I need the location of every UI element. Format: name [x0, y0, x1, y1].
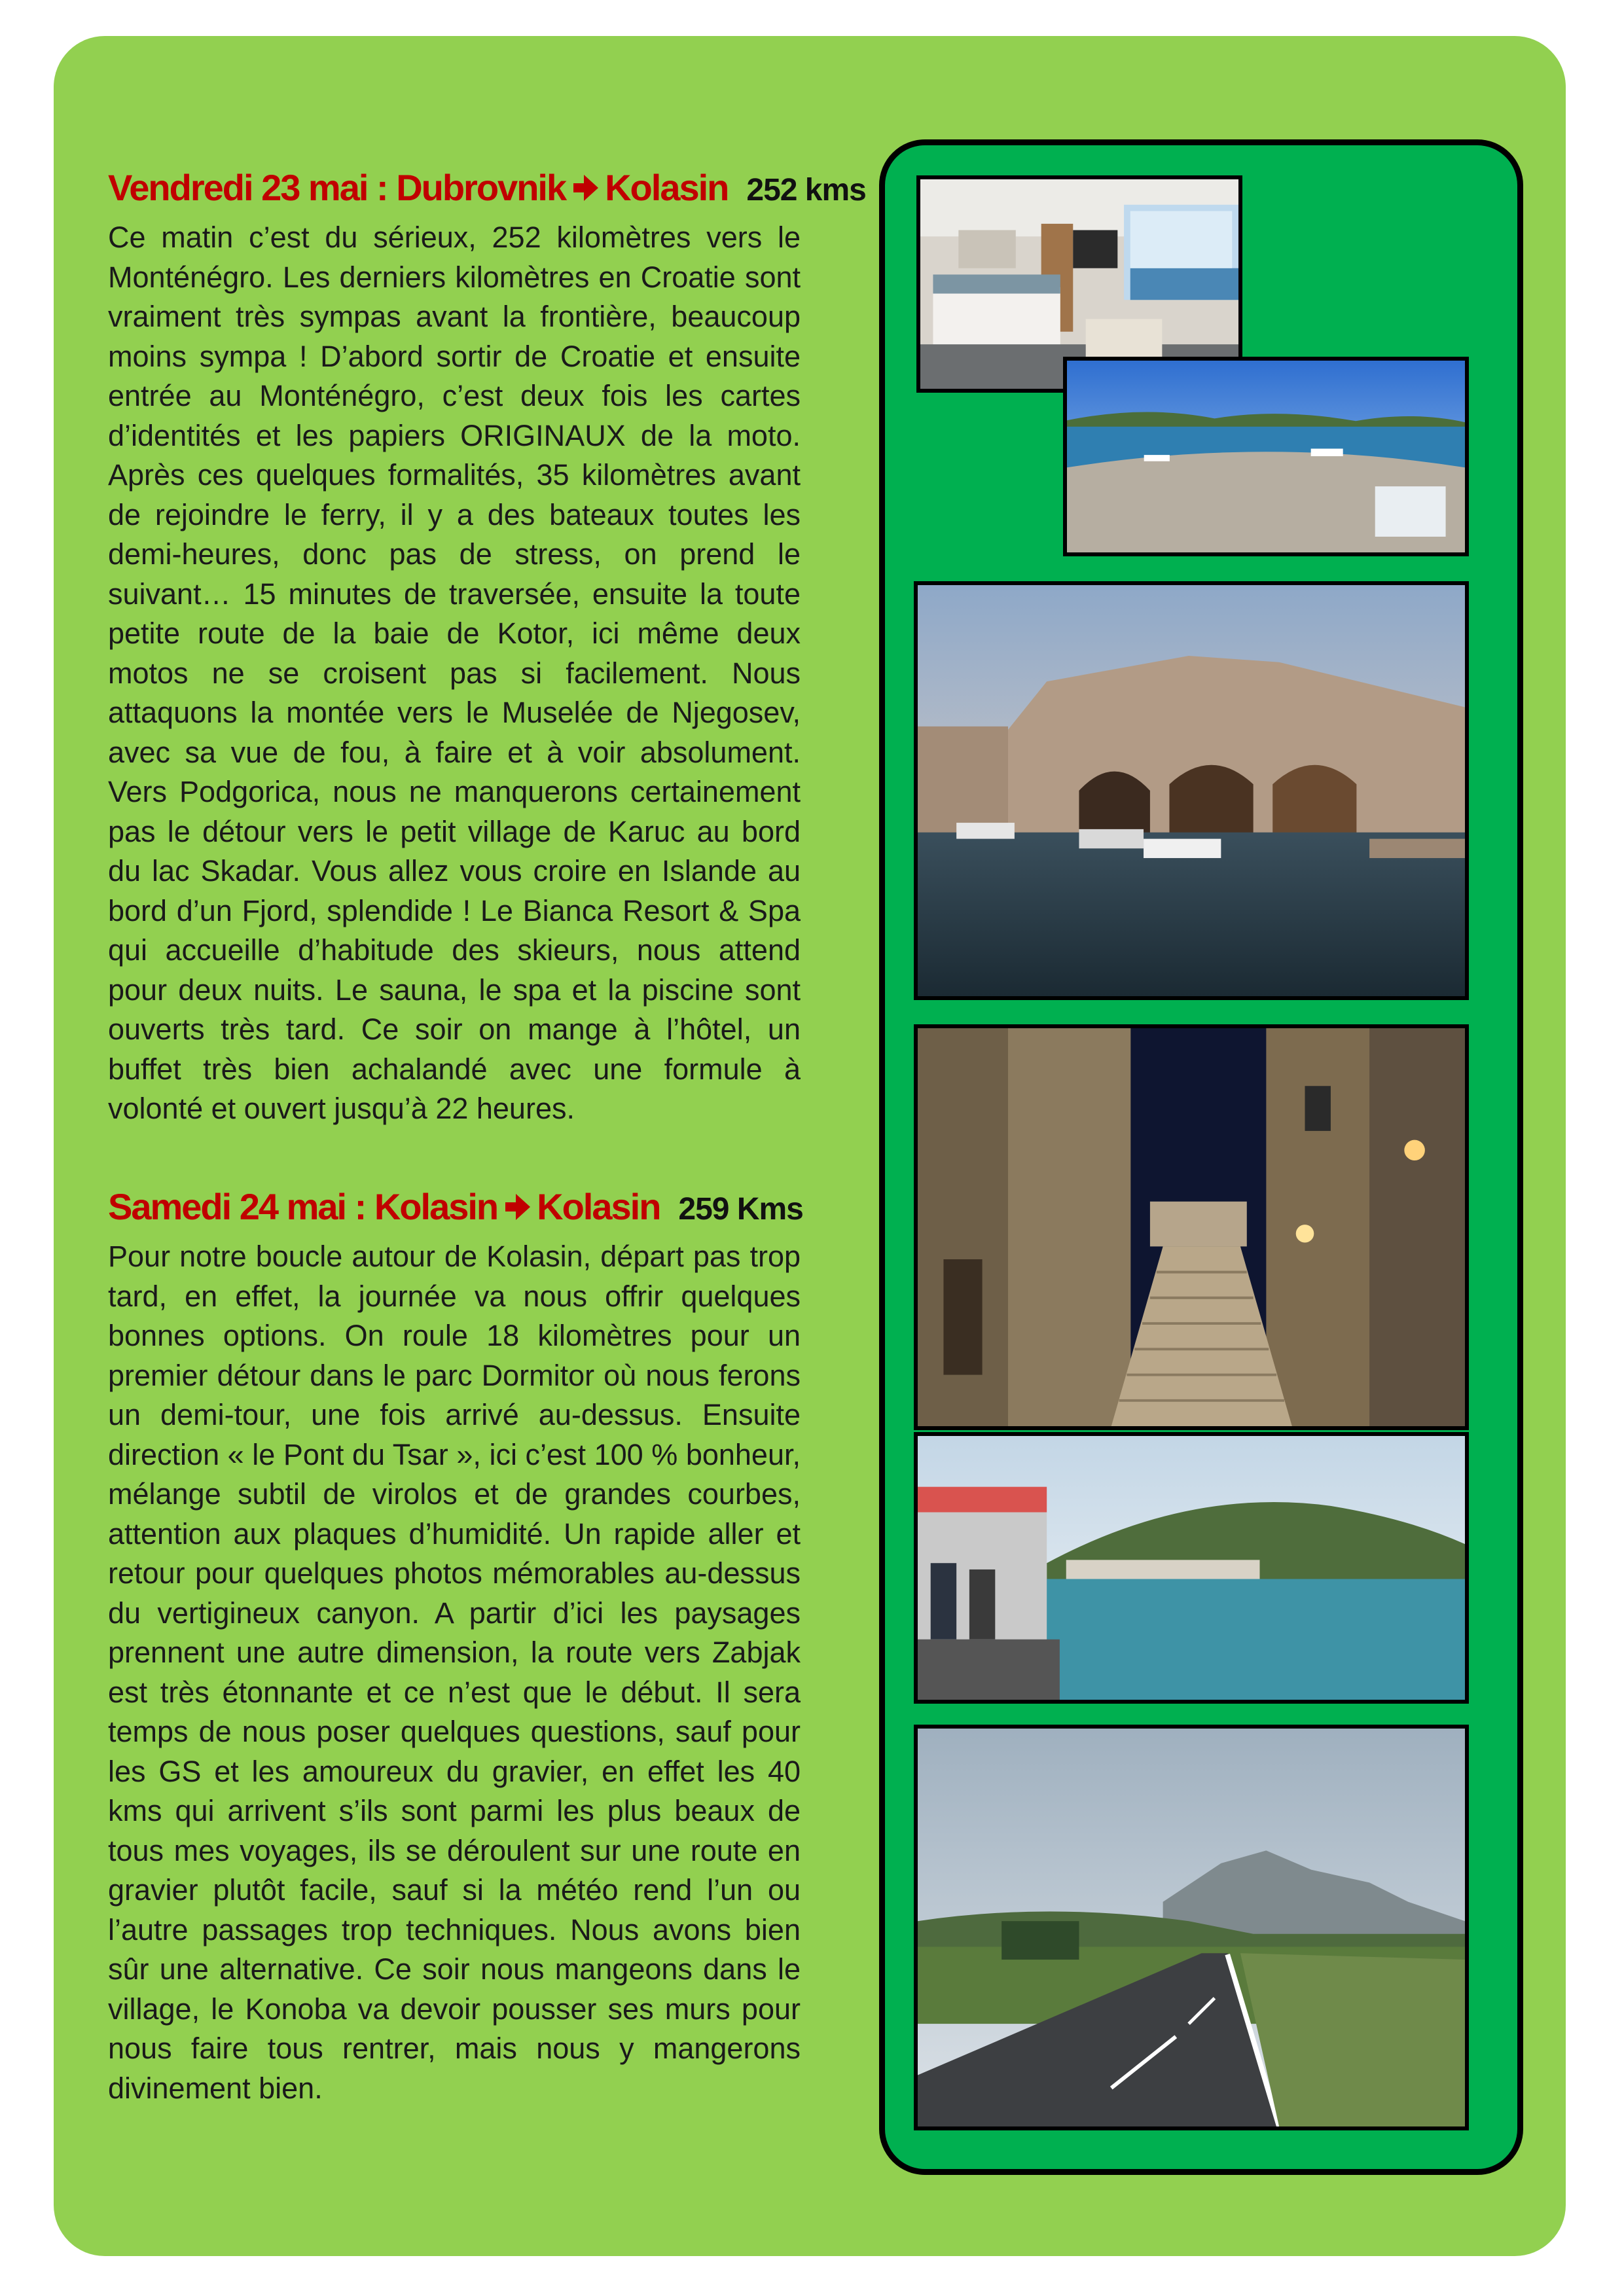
title-route-end: Kolasin — [537, 1186, 660, 1227]
right-arrow-icon — [503, 1192, 532, 1222]
photo-ferry-crossing — [914, 1432, 1469, 1704]
photo-mountain-road — [914, 1725, 1469, 2130]
title-route-start: Vendredi 23 mai : Dubrovnik — [108, 167, 566, 208]
section-title — [108, 167, 866, 209]
photo-harbour-arches — [914, 581, 1469, 1000]
title-route-start: Samedi 24 mai : Kolasin — [108, 1186, 498, 1227]
title-distance: 259 Kms — [678, 1192, 803, 1227]
day-section-friday — [108, 167, 866, 1129]
section-body: Ce matin c’est du sérieux, 252 kilomètres vers le Monténégro. Les derniers kilomètres en Croatie sont vraiment très sympas avant la frontière, beaucoup moins sympa ! D’abord sortir de Croatie et ensuite entrée au Monténégro, c’est deux fois les cartes d’identités et les papiers ORIGINAUX de la moto. Après ces quelques formalités, 35 kilomètres avant de rejoindre le ferry, il y a des bateaux toutes les demi-heures, donc pas de stress, on prend le suivant… 15 minutes de traversée, ensuite la toute petite route de la baie de Kotor, ici même deux motos ne se croisent pas si facilement. Nous attaquons la montée vers le Muselée de Njegosev, avec sa vue de fou, à faire et à voir absolument. Vers Podgorica, nous ne manquerons certainement pas le détour vers le petit village de Karuc au bord du lac Skadar. Vous allez vous croire en Islande au bord d’un Fjord, splendide ! Le Bianca Resort & Spa qui accueille d’habitude des skieurs, nous attend pour deux nuits. Le sauna, le spa et la piscine sont ouverts très tard. Ce soir on mange à l’hôtel, un buffet très bien achalandé avec une formule à volonté et ouvert jusqu’à 22 heures. — [108, 221, 801, 1126]
title-distance: 252 kms — [746, 173, 866, 207]
right-arrow-icon — [571, 173, 600, 203]
photo-bay-panorama — [1063, 357, 1469, 556]
day-section-saturday — [108, 1186, 801, 2108]
section-body: Pour notre boucle autour de Kolasin, départ pas trop tard, en effet, la journée va nous offrir quelques bonnes options. On roule 18 kilomètres pour un premier détour dans le parc Dormitor où nous ferons un demi-tour, une fois arrivé au-dessus. Ensuite direction « le Pont du Tsar », ici c’est 100 % bonheur, mélange subtil de virolos et de grandes courbes, attention aux plaques d’humidité. Un rapide aller et retour pour quelques photos mémorables au-dessus du vertigineux canyon. A partir d’ici les paysages prennent une autre dimension, la route vers Zabjak est très étonnante et ce n’est que le début. Il sera temps de nous poser quelques questions, sauf pour les GS et les amoureux du gravier, en effet les 40 kms qui arrivent s’ils sont parmi les plus beaux de tous mes voyages, ils se déroulent sur une route en gravier plutôt facile, sauf si la météo rend l’un ou l’autre passages trop techniques. Nous avons bien sûr une alternative. Ce soir nous mangeons dans le village, le Konoba va devoir pousser ses murs pour nous faire tous rentrer, mais nous y mangerons divinement bien. — [108, 1240, 801, 2105]
title-route-end: Kolasin — [605, 167, 729, 208]
section-title — [108, 1186, 801, 1228]
photo-old-town-stairs — [914, 1024, 1469, 1430]
